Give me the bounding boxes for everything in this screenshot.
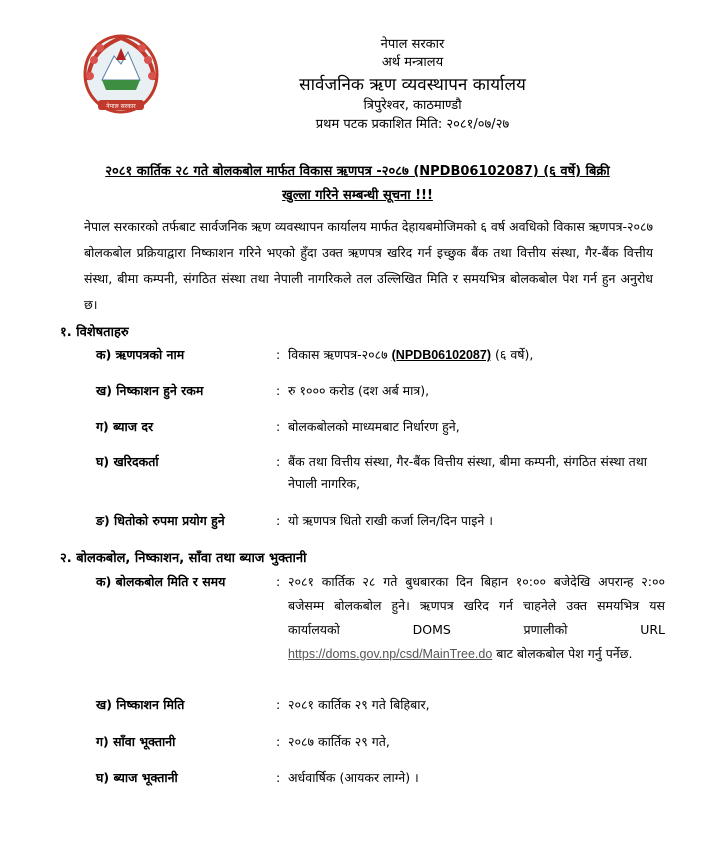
schedule-label: ग) साँवा भूक्तानी [96, 734, 176, 749]
spec-value: यो ऋणपत्र धितो राखी कर्जा लिन/दिन पाइने । [288, 513, 494, 528]
section-1-heading: १. विशेषताहरु [60, 325, 129, 340]
schedule-value: २०८१ कार्तिक २८ गते बुधबारका दिन बिहान १०:०० बजेदेखि अपरान्ह २:०० बजेसम्म बोलकबोल हुने। ऋणपत्र खरिद गर्न चाहनेले उक्त समयभित्र यस कार्यालयको DOMS प्रणालीको URL [288, 574, 665, 637]
title-line-1: २०८१ कार्तिक २८ गते बोलकबोल मार्फत विकास ऋणपत्र -२०८७ (NPDB06102087) (६ वर्षे) बिक्री [105, 164, 610, 179]
schedule-label: ख) निष्काशन मिति [96, 697, 185, 712]
schedule-value-suffix: बाट बोलकबोल पेश गर्नु पर्नेछ. [492, 646, 633, 661]
spec-value: विकास ऋणपत्र-२०८७ [288, 347, 392, 362]
ministry-name: अर्थ मन्त्रालय [381, 55, 444, 70]
spec-label: ङ) धितोको रुपमा प्रयोग हुने [96, 513, 225, 528]
spec-label: ग) ब्याज दर [96, 419, 154, 434]
notice-title [60, 160, 655, 208]
schedule-label: घ) ब्याज भूक्तानी [96, 770, 178, 785]
bond-code: (NPDB06102087) [391, 348, 491, 362]
schedule-value: अर्धवार्षिक (आयकर लाग्ने) । [288, 770, 419, 785]
office-address: त्रिपुरेश्वर, काठमाण्डौ [363, 98, 462, 113]
office-name: सार्वजनिक ऋण व्यवस्थापन कार्यालय [299, 75, 526, 95]
letterhead [140, 36, 685, 135]
title-line-2: खुल्ला गरिने सम्बन्धी सूचना !!! [282, 188, 433, 203]
spec-value: रु १००० करोड (दश अर्ब मात्र), [288, 383, 430, 398]
spec-label: क) ऋणपत्रको नाम [96, 347, 185, 362]
spec-label: ख) निष्काशन हुने रकम [96, 383, 204, 398]
spec-value-suffix: (६ वर्षे), [491, 347, 534, 362]
intro-paragraph: नेपाल सरकारको तर्फबाट सार्वजनिक ऋण व्यवस्थापन कार्यालय मार्फत देहायबमोजिमको ६ वर्ष अवधिको विकास ऋणपत्र-२०८७ बोलकबोल प्रक्रियाद्वारा निष्काशन गरिने भएको हुँदा उक्त ऋणपत्र खरिद गर्न इच्छुक बैंक तथा वित्तीय संस्था, गैर-बैंक वित्तीय संस्था, बीमा कम्पनी, संगठित संस्था तथा नेपाली नागरिकले तल उल्लिखित मिति र समयभित्र बोलकबोल पेश गर्न हुन अनुरोध छ। [84, 219, 653, 312]
schedule-value: २०८१ कार्तिक २९ गते बिहिबार, [288, 697, 430, 712]
published-date: प्रथम पटक प्रकाशित मिति: २०८१/०७/२७ [315, 117, 510, 132]
schedule-label: क) बोलकबोल मिति र समय [96, 574, 226, 589]
section-2-heading: २. बोलकबोल, निष्काशन, साँवा तथा ब्याज भुक्तानी [60, 551, 307, 566]
schedule-value: २०८७ कार्तिक २९ गते, [288, 734, 390, 749]
spec-value: बोलकबोलको माध्यमबाट निर्धारण हुने, [288, 419, 460, 434]
spec-label: घ) खरिदकर्ता [96, 454, 159, 469]
spec-value: बैंक तथा वित्तीय संस्था, गैर-बैंक वित्तीय संस्था, बीमा कम्पनी, संगठित संस्था तथा नेपाली नागरिक, [288, 454, 648, 491]
doms-url-link[interactable]: https://doms.gov.np/csd/MainTree.do [288, 647, 493, 661]
gov-name: नेपाल सरकार [380, 37, 445, 52]
emblem-banner-text: नेपाल सरकार [106, 103, 136, 110]
